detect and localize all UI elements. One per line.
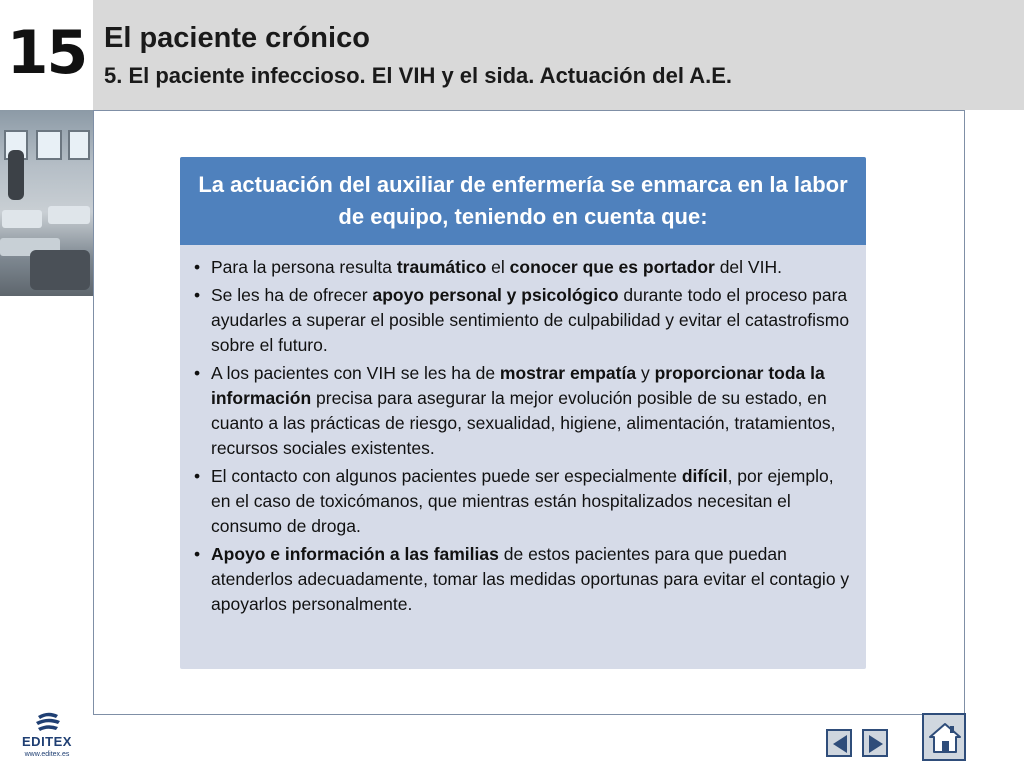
page-subtitle: 5. El paciente infeccioso. El VIH y el sida. Actuación del A.E. (104, 63, 733, 88)
bullet-text: el (486, 257, 510, 277)
bullet-bold-text: conocer que es portador (509, 257, 715, 277)
bullet-text: y (636, 363, 655, 383)
card-heading-text: La actuación del auxiliar de enfermería se enmarca en la labor de equipo, teniendo en cuenta que: (198, 172, 848, 229)
previous-arrow-icon (831, 734, 849, 754)
bullet-item (194, 283, 850, 358)
bullet-item (194, 542, 850, 617)
bullet-text: durante todo el proceso para ayudarles a superar el posible sentimiento de culpabilidad y evitar el catastrofismo sobre el futuro. (211, 285, 850, 355)
editex-logo-icon (34, 712, 62, 732)
bullet-text: del VIH. (714, 257, 782, 277)
home-icon (928, 721, 962, 755)
editex-logo (18, 712, 74, 760)
chapter-badge (0, 0, 93, 110)
logo-url: www.editex.es (24, 751, 70, 758)
bullet-bold-text: proporcionar toda la información (211, 363, 825, 408)
bullet-item (194, 255, 850, 280)
bullet-text: El contacto con algunos pacientes puede ser especialmente (211, 466, 682, 486)
logo-text: EDITEX (22, 734, 72, 749)
bullet-bold-text: traumático (396, 257, 487, 277)
bullet-text: , por ejemplo, en el caso de toxicómanos, que mientras están hospitalizados necesitan el consumo de droga. (211, 466, 834, 536)
card-heading (180, 157, 866, 245)
bullet-text: precisa para asegurar la mejor evolución posible de su estado, en cuanto a las prácticas de riesgo, sexualidad, higiene, alimentación, tratamientos, recursos sociales existentes. (211, 388, 836, 458)
hospital-ward-photo (0, 110, 93, 296)
bullet-bold-text: Apoyo e información a las familias (211, 544, 499, 564)
bullet-item (194, 361, 850, 461)
bullet-bold-text: mostrar empatía (499, 363, 637, 383)
chapter-number: 15 (6, 18, 87, 88)
next-button[interactable] (862, 729, 888, 757)
bullet-text: Se les ha de ofrecer (211, 285, 373, 305)
header-band (0, 0, 1024, 110)
bullet-item (194, 464, 850, 539)
bullet-list (194, 255, 850, 617)
bullet-text: Para la persona resulta (211, 257, 397, 277)
bullet-text: A los pacientes con VIH se les ha de (211, 363, 500, 383)
previous-button[interactable] (826, 729, 852, 757)
next-arrow-icon (867, 734, 885, 754)
card-body (180, 245, 866, 669)
page-title: El paciente crónico (104, 22, 370, 54)
home-button[interactable] (922, 713, 966, 761)
bullet-bold-text: apoyo personal y psicológico (372, 285, 619, 305)
bullet-bold-text: difícil (681, 466, 728, 486)
bullet-text: de estos pacientes para que puedan atenderlos adecuadamente, tomar las medidas oportunas para evitar el contagio y apoyarlos personalmente. (211, 544, 850, 614)
